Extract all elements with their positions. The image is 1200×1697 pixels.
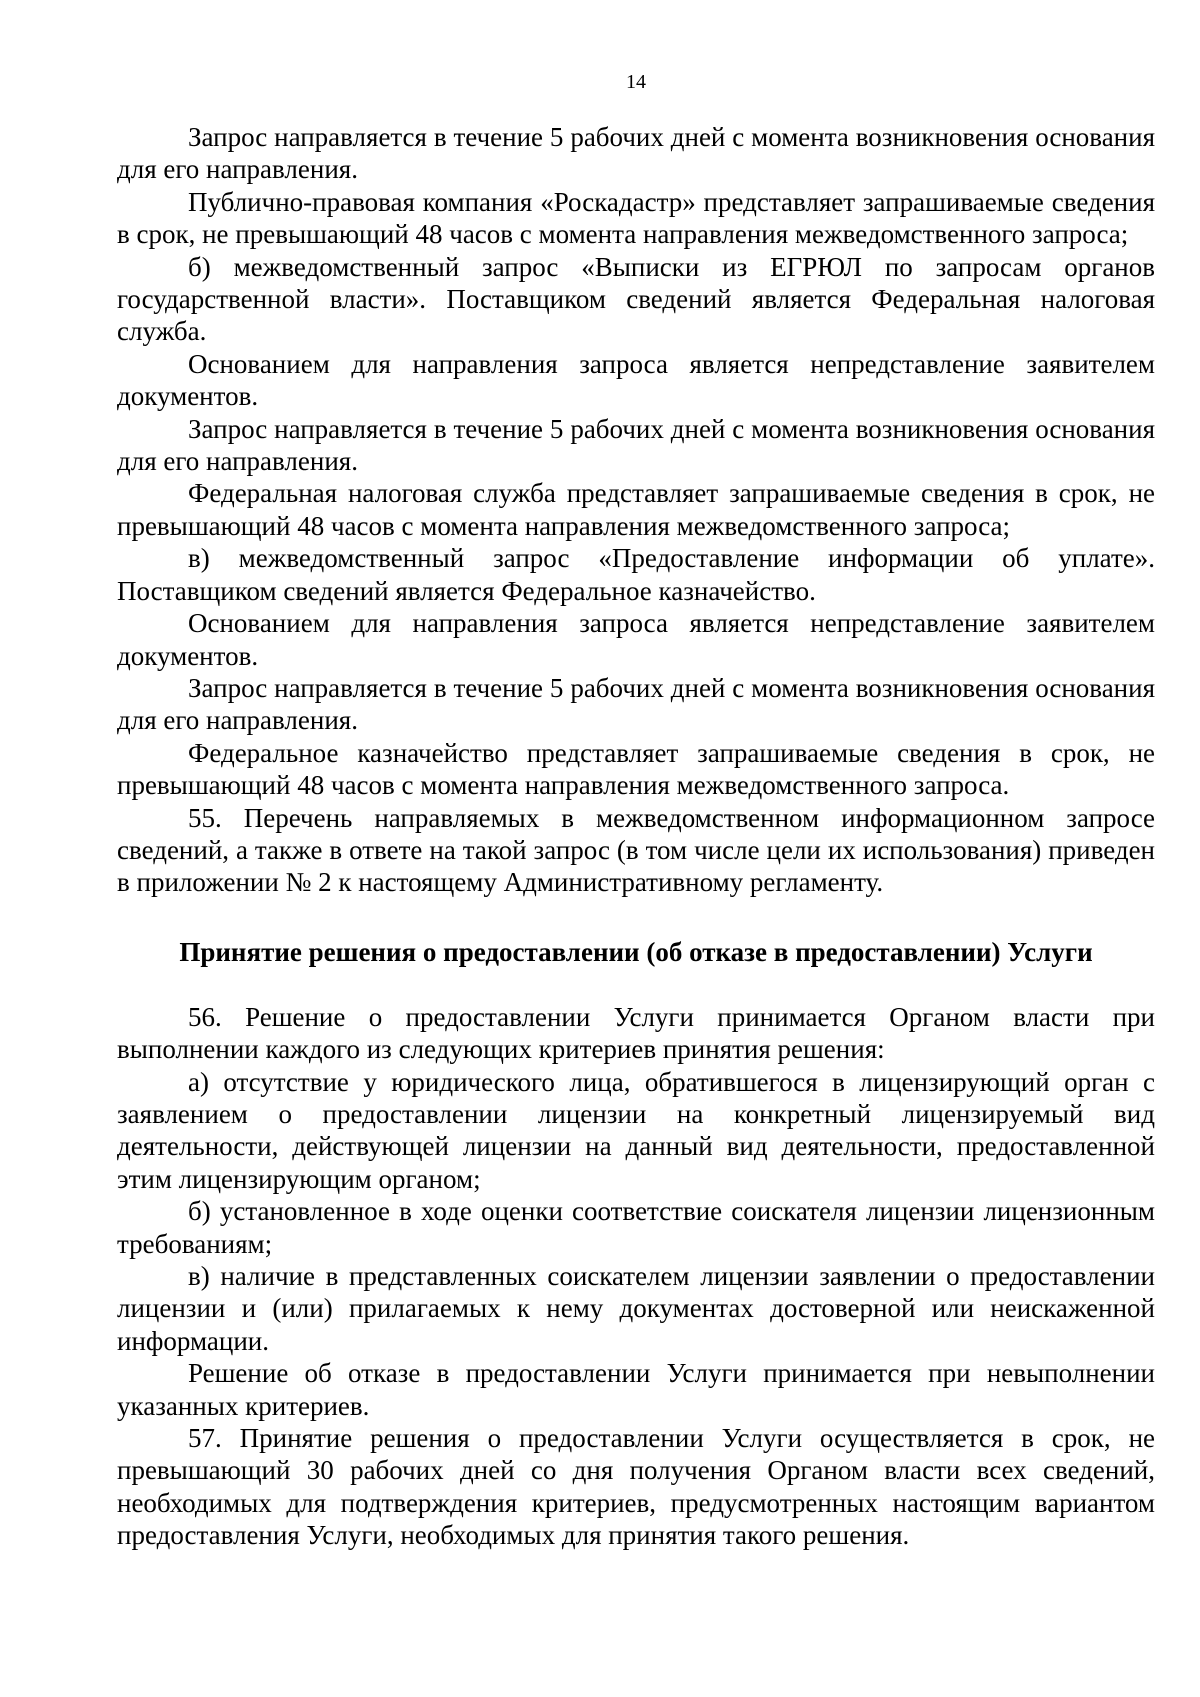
paragraph: Публично-правовая компания «Роскадастр» представляет запрашиваемые сведения в срок, не превышающий 48 часов с момента направления межведомственного запроса; <box>117 186 1155 250</box>
paragraph: Федеральная налоговая служба представляет запрашиваемые сведения в срок, не превышающий 48 часов с момента направления межведомственного запроса; <box>117 478 1155 541</box>
paragraph: Основанием для направления запроса является непредставление заявителем документов. <box>117 348 1155 412</box>
paragraph: 57. Принятие решения о предоставлении Услуги осуществляется в срок, не превышающий 30 рабочих дней со дня получения Органом власти всех сведений, необходимых для подтверждения критериев, предусмотренных настоящим вариантом предоставления Услуги, необходимых для принятия такого решения. <box>117 1423 1155 1551</box>
paragraph: Запрос направляется в течение 5 рабочих дней с момента возникновения основания для его направления. <box>117 672 1155 736</box>
paragraph: Основанием для направления запроса является непредставление заявителем документов. <box>117 608 1155 671</box>
paragraph: 56. Решение о предоставлении Услуги принимается Органом власти при выполнении каждого из следующих критериев принятия решения: <box>117 1001 1155 1065</box>
paragraph: а) отсутствие у юридического лица, обратившегося в лицензирующий орган с заявлением о предоставлении лицензии на конкретный лицензируемый вид деятельности, действующей лицензии на данный вид деятельности, предоставленной этим лицензирующим органом; <box>117 1066 1155 1194</box>
paragraph: в) межведомственный запрос «Предоставление информации об уплате». Поставщиком сведений является Федеральное казначейство. <box>117 543 1155 606</box>
paragraph: Федеральное казначейство представляет запрашиваемые сведения в срок, не превышающий 48 часов с момента направления межведомственного запроса. <box>117 737 1155 801</box>
document-body <box>117 121 1155 1552</box>
paragraph: в) наличие в представленных соискателем лицензии заявлении о предоставлении лицензии и (или) прилагаемых к нему документах достоверной или неискаженной информации. <box>117 1261 1155 1356</box>
paragraph: б) межведомственный запрос «Выписки из ЕГРЮЛ по запросам органов государственной власти». Поставщиком сведений является Федеральная налоговая служба. <box>117 251 1155 347</box>
paragraph: Решение об отказе в предоставлении Услуги принимается при невыполнении указанных критериев. <box>117 1358 1155 1421</box>
paragraph: Запрос направляется в течение 5 рабочих дней с момента возникновения основания для его направления. <box>117 413 1155 477</box>
paragraph: Запрос направляется в течение 5 рабочих дней с момента возникновения основания для его направления. <box>117 122 1155 185</box>
section-heading: Принятие решения о предоставлении (об отказе в предоставлении) Услуги <box>179 936 1093 967</box>
paragraph: 55. Перечень направляемых в межведомственном информационном запросе сведений, а также в ответе на такой запрос (в том числе цели их использования) приведен в приложении № 2 к настоящему Административному регламенту. <box>117 802 1155 898</box>
paragraph: б) установленное в ходе оценки соответствие соискателя лицензии лицензионным требованиям; <box>117 1196 1155 1259</box>
page-number: 14 <box>626 71 646 93</box>
